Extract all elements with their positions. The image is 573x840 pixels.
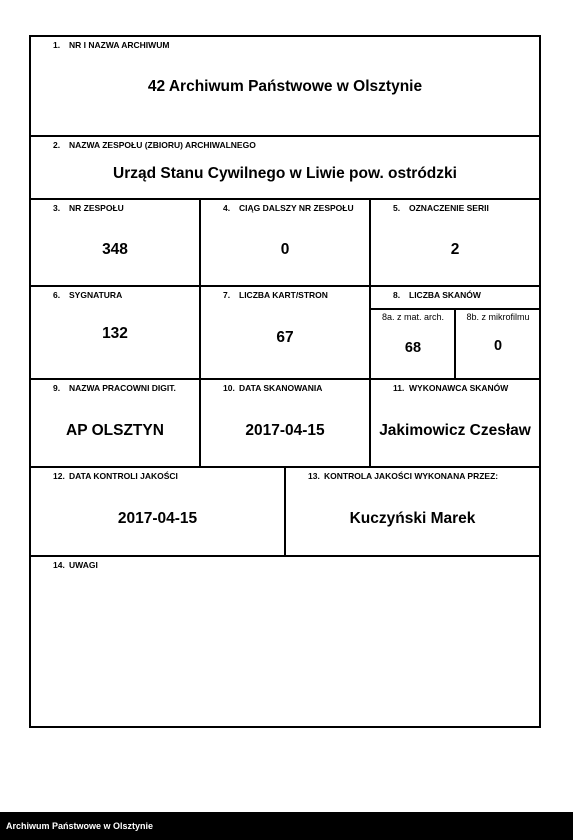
field-number: 6. (53, 290, 61, 300)
page-count-value: 67 (276, 329, 294, 346)
scan-count-microfilm-value: 0 (493, 338, 503, 354)
footer-text: Archiwum Państwowe w Olsztynie (6, 821, 154, 831)
field-label: KONTROLA JAKOŚCI WYKONANA PRZEZ: (324, 471, 499, 481)
field-number: 14. (53, 560, 65, 570)
field-number: 3. (53, 203, 61, 213)
field-label: LICZBA KART/STRON (239, 290, 328, 300)
field-series (371, 200, 539, 285)
archive-name-value: 42 Archiwum Państwowe w Olsztynie (147, 78, 423, 95)
frame-right (539, 35, 541, 728)
field-label: WYKONAWCA SKANÓW (409, 383, 509, 393)
fond-name-value: Urząd Stanu Cywilnego w Liwie pow. ostródzki (113, 165, 457, 182)
field-signature (31, 287, 199, 378)
digitization-lab-value: AP OLSZTYN (66, 422, 164, 439)
field-number: 11. (393, 383, 405, 393)
field-label: NAZWA ZESPOŁU (ZBIORU) ARCHIWALNEGO (69, 140, 256, 150)
field-number: 12. (53, 471, 65, 481)
field-number: 8. (393, 290, 401, 300)
field-number: 4. (223, 203, 231, 213)
field-fond-number (31, 200, 199, 285)
field-number: 13. (308, 471, 320, 481)
field-fond-name (31, 137, 539, 198)
field-number: 2. (53, 140, 61, 150)
frame-bottom (29, 726, 541, 728)
field-label: NR ZESPOŁU (69, 203, 124, 213)
fond-continuation-value: 0 (280, 241, 290, 258)
scan-count-archival-label: 8a. z mat. arch. (381, 312, 445, 322)
field-scan-date (201, 380, 369, 466)
field-number: 1. (53, 40, 61, 50)
qc-performer-value: Kuczyński Marek (349, 510, 476, 527)
qc-date-value: 2017-04-15 (117, 510, 198, 527)
footer-bar (0, 812, 573, 840)
field-label: NR I NAZWA ARCHIWUM (69, 40, 170, 50)
series-value: 2 (450, 241, 460, 258)
scan-count-microfilm-label: 8b. z mikrofilmu (466, 312, 530, 322)
field-remarks (31, 557, 539, 726)
field-scan-operator (371, 380, 539, 466)
fond-number-value: 348 (102, 241, 128, 258)
field-number: 10. (223, 383, 235, 393)
field-qc-date (31, 468, 284, 555)
field-label: CIĄG DALSZY NR ZESPOŁU (239, 203, 354, 213)
field-label: DATA SKANOWANIA (239, 383, 323, 393)
field-label: SYGNATURA (69, 290, 123, 300)
field-page-count (201, 287, 369, 378)
field-label: LICZBA SKANÓW (409, 290, 481, 300)
field-archive-name (31, 37, 539, 135)
field-digitization-lab (31, 380, 199, 466)
field-label: NAZWA PRACOWNI DIGIT. (69, 383, 176, 393)
field-number: 5. (393, 203, 401, 213)
scan-count-archival-value: 68 (404, 340, 422, 356)
field-label: OZNACZENIE SERII (409, 203, 489, 213)
field-scan-count (371, 287, 539, 378)
field-number: 9. (53, 383, 61, 393)
field-qc-performer (286, 468, 539, 555)
field-label: DATA KONTROLI JAKOŚCI (69, 471, 178, 481)
scan-operator-value: Jakimowicz Czesław (379, 422, 531, 439)
field-fond-continuation (201, 200, 369, 285)
signature-value: 132 (102, 325, 128, 342)
field-number: 7. (223, 290, 231, 300)
field-label: UWAGI (69, 560, 98, 570)
scan-date-value: 2017-04-15 (245, 422, 325, 439)
